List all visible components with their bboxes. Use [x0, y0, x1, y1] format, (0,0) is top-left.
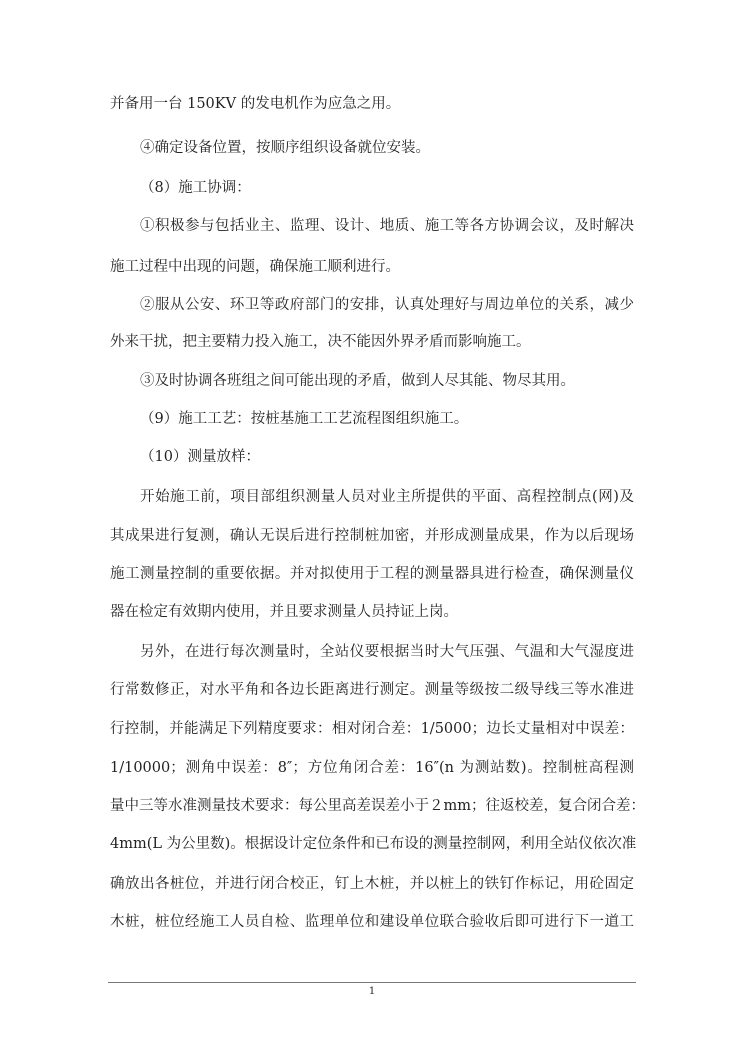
- footer-divider: [108, 982, 636, 983]
- section-heading: （8）施工协调：: [140, 180, 251, 196]
- section-heading: （10）测量放样：: [140, 449, 260, 465]
- paragraph-line: 施工测量控制的重要依据。并对拟使用于工程的测量器具进行检查，确保测量仪: [110, 566, 634, 582]
- paragraph-line: 并备用一台 150KV 的发电机作为应急之用。: [110, 96, 401, 112]
- paragraph-line: 木桩，桩位经施工人员自检、监理单位和建设单位联合验收后即可进行下一道工: [110, 914, 634, 930]
- paragraph-line: ④确定设备位置，按顺序组织设备就位安装。: [140, 140, 430, 156]
- section-heading: （9）施工工艺：按桩基施工工艺流程图组织施工。: [140, 411, 469, 427]
- paragraph-line: 开始施工前，项目部组织测量人员对业主所提供的平面、高程控制点(网)及: [140, 489, 634, 505]
- paragraph-line: ②服从公安、环卫等政府部门的安排，认真处理好与周边单位的关系，减少: [140, 297, 634, 313]
- paragraph-line: ③及时协调各班组之间可能出现的矛盾，做到人尽其能、物尽其用。: [140, 373, 575, 389]
- paragraph-line: 器在检定有效期内使用，并且要求测量人员持证上岗。: [110, 604, 458, 620]
- paragraph-line: 行控制，并能满足下列精度要求：相对闭合差：1/5000；边长丈量相对中误差：: [110, 721, 634, 737]
- paragraph-line: 另外，在进行每次测量时，全站仪要根据当时大气压强、气温和大气湿度进: [140, 644, 634, 660]
- paragraph-line: 行常数修正，对水平角和各边长距离进行测定。测量等级按二级导线三等水准进: [110, 682, 634, 698]
- paragraph-line: 1/10000；测角中误差：8″；方位角闭合差：16″(n 为测站数)。控制桩高程测: [110, 760, 634, 776]
- paragraph-line: 确放出各桩位，并进行闭合校正，钉上木桩，并以桩上的铁钉作标记，用砼固定: [110, 876, 634, 892]
- paragraph-line: 其成果进行复测，确认无误后进行控制桩加密，并形成测量成果，作为以后现场: [110, 528, 634, 544]
- page-number: 1: [368, 986, 376, 997]
- paragraph-line: 施工过程中出现的问题，确保施工顺利进行。: [110, 259, 400, 275]
- paragraph-line: 4mm(L 为公里数)。根据设计定位条件和已布设的测量控制网，利用全站仪依次准: [110, 836, 637, 852]
- paragraph-line: 外来干扰，把主要精力投入施工，决不能因外界矛盾而影响施工。: [110, 334, 531, 350]
- paragraph-line: ①积极参与包括业主、监理、设计、地质、施工等各方协调会议，及时解决: [140, 218, 634, 234]
- paragraph-line: 量中三等水准测量技术要求：每公里高差误差小于２mm；往返校差，复合闭合差：: [110, 798, 645, 814]
